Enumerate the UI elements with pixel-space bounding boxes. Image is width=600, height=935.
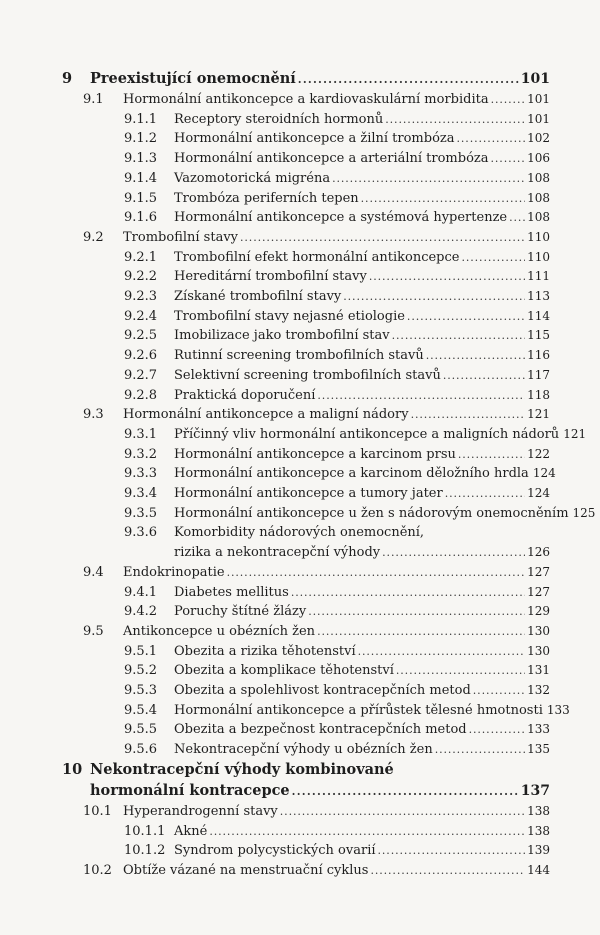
page-number: 132: [527, 683, 550, 697]
section-number: 9.4: [83, 564, 104, 580]
section-title: Obezita a spolehlivost kontracepčních metod: [174, 683, 471, 698]
section-title: Poruchy štítné žlázy: [174, 604, 307, 620]
page-number: 137: [520, 782, 550, 799]
section-title: Hormonální antikoncepce a přírůstek tělesné hmotnosti: [174, 702, 543, 718]
section-number: 9.2.4: [124, 308, 158, 324]
section-number: 9.3.4: [124, 486, 158, 501]
toc-entry[interactable]: [62, 505, 596, 522]
toc-entry-continuation[interactable]: [62, 782, 550, 800]
dot-leader: [509, 209, 525, 226]
dot-leader: [443, 367, 525, 384]
toc-entry[interactable]: [62, 406, 550, 423]
section-number: 9.5.6: [124, 742, 158, 758]
section-number: 9.2: [83, 229, 104, 245]
toc-entry[interactable]: [62, 170, 550, 187]
section-title: Hormonální antikoncepce a maligní nádory: [123, 407, 409, 423]
section-title: Hormonální antikoncepce a systémová hypertenze: [174, 210, 508, 226]
page-number: 113: [527, 289, 550, 303]
page-number: 144: [527, 862, 550, 877]
section-number: 9.3.1: [124, 426, 158, 442]
page-number: 139: [527, 843, 550, 858]
page-number: 116: [527, 348, 550, 363]
section-title: Syndrom polycystických ovarií: [174, 843, 376, 859]
dot-leader: [382, 544, 525, 561]
section-title: Rutinní screening trombofilních stavů: [174, 348, 424, 364]
dot-leader: [332, 170, 525, 187]
dot-leader: [407, 308, 525, 325]
section-number: 9.5.4: [124, 702, 158, 718]
toc-entry[interactable]: [62, 842, 550, 859]
toc-entry[interactable]: [62, 308, 550, 325]
dot-leader: [458, 446, 525, 463]
section-title-continued: rizika a nekontracepční výhody: [174, 545, 381, 561]
toc-entry[interactable]: [62, 682, 550, 699]
toc-entry[interactable]: [62, 91, 550, 108]
page-number: 133: [546, 702, 570, 717]
section-title: Hormonální antikoncepce a arteriální trombóza: [174, 151, 489, 167]
toc-entry[interactable]: [62, 387, 550, 404]
page-number: 135: [527, 742, 550, 757]
toc-entry[interactable]: [62, 446, 550, 463]
section-number: 10.1: [83, 803, 112, 819]
dot-leader: [392, 327, 525, 344]
section-title: Hyperandrogenní stavy: [123, 803, 278, 819]
toc-entry[interactable]: [62, 603, 550, 620]
section-title: Preexistující onemocnění: [90, 70, 296, 87]
section-title: Akné: [174, 823, 208, 839]
section-title: Příčinný vliv hormonální antikoncepce a maligních nádorů: [174, 426, 560, 442]
section-title: Imobilizace jako trombofilní stav: [174, 328, 390, 344]
toc-entry[interactable]: [62, 465, 556, 482]
section-number: 9.2.7: [124, 367, 158, 383]
section-number: 9.2.6: [124, 348, 158, 364]
section-title: Selektivní screening trombofilních stavů: [174, 367, 441, 383]
section-title: Antikoncepce u obézních žen: [123, 623, 316, 639]
section-number: 9.3.6: [124, 525, 158, 541]
toc-entry[interactable]: [62, 803, 550, 820]
page-number: 124: [527, 486, 550, 500]
toc-entry[interactable]: [62, 209, 550, 226]
dot-leader: [411, 406, 526, 423]
toc-entry[interactable]: [62, 249, 550, 266]
section-number: 9.2.1: [124, 249, 158, 265]
page-number: 110: [527, 249, 550, 264]
dot-leader: [280, 803, 525, 820]
toc-entry[interactable]: [62, 702, 570, 719]
dot-leader: [317, 387, 525, 404]
section-number: 10.1.1: [124, 823, 166, 839]
section-title: Vazomotorická migréna: [174, 170, 331, 186]
section-title: Praktická doporučení: [174, 387, 316, 403]
dot-leader: [209, 823, 525, 840]
section-title: Obezita a komplikace těhotenství: [174, 663, 394, 679]
section-number: 10.2: [83, 862, 112, 878]
page-number: 130: [527, 643, 550, 658]
toc-entry-continuation[interactable]: [62, 544, 550, 561]
toc-entry[interactable]: [62, 327, 550, 344]
toc-entry[interactable]: [62, 347, 550, 364]
section-number: 9.1.6: [124, 210, 158, 226]
dot-leader: [291, 584, 525, 601]
toc-entry[interactable]: [62, 823, 550, 840]
toc-entry[interactable]: [62, 524, 550, 541]
page-number: 122: [527, 446, 550, 461]
page-number: 108: [527, 210, 550, 225]
section-title: Získané trombofilní stavy: [174, 289, 342, 304]
dot-leader: [227, 564, 525, 581]
page-number: 106: [527, 151, 550, 166]
section-number: 9.1.4: [124, 170, 158, 186]
page-number: 101: [520, 71, 550, 87]
dot-leader: [491, 150, 526, 167]
toc-entry[interactable]: [62, 662, 550, 679]
section-title: Hormonální antikoncepce a žilní trombóza: [174, 131, 455, 147]
page-number: 121: [563, 426, 587, 441]
page-number: 129: [527, 604, 550, 619]
page-number: 131: [527, 663, 550, 678]
section-number: 9.3.2: [124, 446, 158, 462]
dot-leader: [491, 91, 526, 108]
toc-entry[interactable]: [62, 761, 550, 778]
section-title: Trombofilní efekt hormonální antikoncepce: [174, 249, 460, 265]
dot-leader: [457, 130, 526, 147]
toc-entry[interactable]: [62, 862, 550, 879]
page-number: 115: [527, 328, 550, 343]
page-number: 110: [527, 229, 550, 244]
section-number: 9.3.5: [124, 505, 158, 521]
page-number: 121: [527, 407, 550, 422]
toc-entry[interactable]: [62, 268, 550, 285]
page-number: 138: [527, 823, 550, 838]
section-number: 9.1: [83, 92, 104, 107]
dot-leader: [461, 249, 525, 266]
section-number: 9.5.5: [124, 722, 158, 738]
toc-entry[interactable]: [62, 564, 550, 581]
dot-leader: [426, 347, 525, 364]
toc-entry[interactable]: [62, 70, 550, 88]
section-title: Nekontracepční výhody u obézních žen: [174, 742, 433, 758]
section-number: 9.2.3: [124, 289, 158, 304]
section-title: Komorbidity nádorových onemocnění,: [174, 525, 425, 541]
section-number: 10.1.2: [124, 843, 166, 859]
section-number: 10: [62, 760, 83, 778]
section-number: 9.1.1: [124, 111, 158, 127]
page-number: 130: [527, 623, 550, 638]
section-title: Receptory steroidních hormonů: [174, 111, 384, 127]
dot-leader: [473, 682, 525, 699]
section-number: 9.5.2: [124, 663, 158, 679]
section-title: Obtíže vázané na menstruační cyklus: [123, 862, 369, 878]
page-number: 126: [527, 545, 550, 560]
section-title: Hormonální antikoncepce a karcinom prsu: [174, 446, 456, 462]
page-number: 108: [527, 190, 550, 205]
section-title: Trombofilní stavy: [123, 229, 239, 245]
dot-leader: [292, 783, 519, 800]
section-title-continued: hormonální kontracepce: [90, 781, 290, 799]
section-title: Diabetes mellitus: [174, 584, 289, 600]
section-title: Obezita a rizika těhotenství: [174, 643, 356, 659]
toc-entry[interactable]: [62, 130, 550, 147]
section-title: Hormonální antikoncepce a karcinom děložního hrdla: [174, 466, 529, 482]
dot-leader: [396, 662, 525, 679]
dot-leader: [298, 71, 519, 88]
toc-entry[interactable]: [62, 190, 550, 207]
dot-leader: [317, 623, 525, 640]
dot-leader: [343, 288, 525, 305]
dot-leader: [240, 229, 525, 246]
toc-entry[interactable]: [62, 721, 550, 738]
page-number: 111: [527, 269, 550, 284]
section-number: 9.1.2: [124, 131, 158, 147]
section-title: Trombofilní stavy nejasné etiologie: [174, 308, 405, 324]
section-number: 9.2.8: [124, 387, 158, 403]
toc-entry[interactable]: [62, 584, 550, 601]
page-number: 125: [572, 505, 596, 520]
toc-entry[interactable]: [62, 643, 550, 660]
section-title: Hereditární trombofilní stavy: [174, 269, 367, 285]
page-number: 118: [527, 387, 550, 402]
section-number: 9.5.3: [124, 683, 158, 698]
toc-entry[interactable]: [62, 150, 550, 167]
toc-entry[interactable]: [62, 229, 550, 246]
dot-leader: [378, 842, 526, 859]
section-number: 9.2.5: [124, 328, 158, 344]
toc-entry[interactable]: [62, 741, 550, 758]
section-number: 9.1.3: [124, 151, 158, 167]
page-number: 114: [527, 308, 550, 323]
section-title: Hormonální antikoncepce a tumory jater: [174, 486, 443, 501]
dot-leader: [308, 603, 525, 620]
page-number: 108: [527, 170, 550, 185]
page-number: 138: [527, 803, 550, 818]
toc-entry[interactable]: [62, 367, 550, 384]
section-number: 9.1.5: [124, 190, 158, 206]
section-number: 9.3.3: [124, 466, 158, 482]
section-title: Hormonální antikoncepce u žen s nádorovým onemocněním: [174, 505, 569, 521]
dot-leader: [370, 862, 525, 879]
section-title: Hormonální antikoncepce a kardiovaskulární morbidita: [123, 92, 489, 107]
page-number: 102: [527, 131, 550, 146]
dot-leader: [361, 190, 525, 207]
toc-entry[interactable]: [62, 288, 550, 305]
section-number: 9.4.2: [124, 604, 158, 620]
page-number: 133: [527, 722, 550, 737]
dot-leader: [385, 111, 525, 128]
section-number: 9.5.1: [124, 643, 158, 659]
page-number: 117: [527, 367, 550, 382]
dot-leader: [435, 741, 525, 758]
dot-leader: [369, 268, 525, 285]
dot-leader: [358, 643, 525, 660]
section-number: 9.4.1: [124, 584, 158, 600]
section-number: 9.2.2: [124, 269, 158, 285]
toc-entry[interactable]: [62, 623, 550, 640]
section-title: Nekontracepční výhody kombinované: [90, 760, 394, 778]
section-title: Obezita a bezpečnost kontracepčních metod: [174, 722, 467, 738]
toc-entry[interactable]: [62, 426, 587, 443]
page-number: 101: [527, 111, 550, 126]
toc-entry[interactable]: [62, 485, 550, 502]
page-number: 101: [527, 92, 550, 106]
dot-leader: [445, 485, 525, 502]
section-title: Endokrinopatie: [123, 564, 225, 580]
page-number: 124: [532, 466, 556, 481]
toc-entry[interactable]: [62, 111, 550, 128]
section-title: Trombóza periferních tepen: [174, 190, 359, 206]
dot-leader: [469, 721, 525, 738]
page-number: 127: [527, 564, 550, 579]
section-number: 9.5: [83, 623, 104, 639]
page-number: 127: [527, 584, 550, 599]
section-number: 9: [62, 70, 73, 87]
section-number: 9.3: [83, 407, 104, 423]
